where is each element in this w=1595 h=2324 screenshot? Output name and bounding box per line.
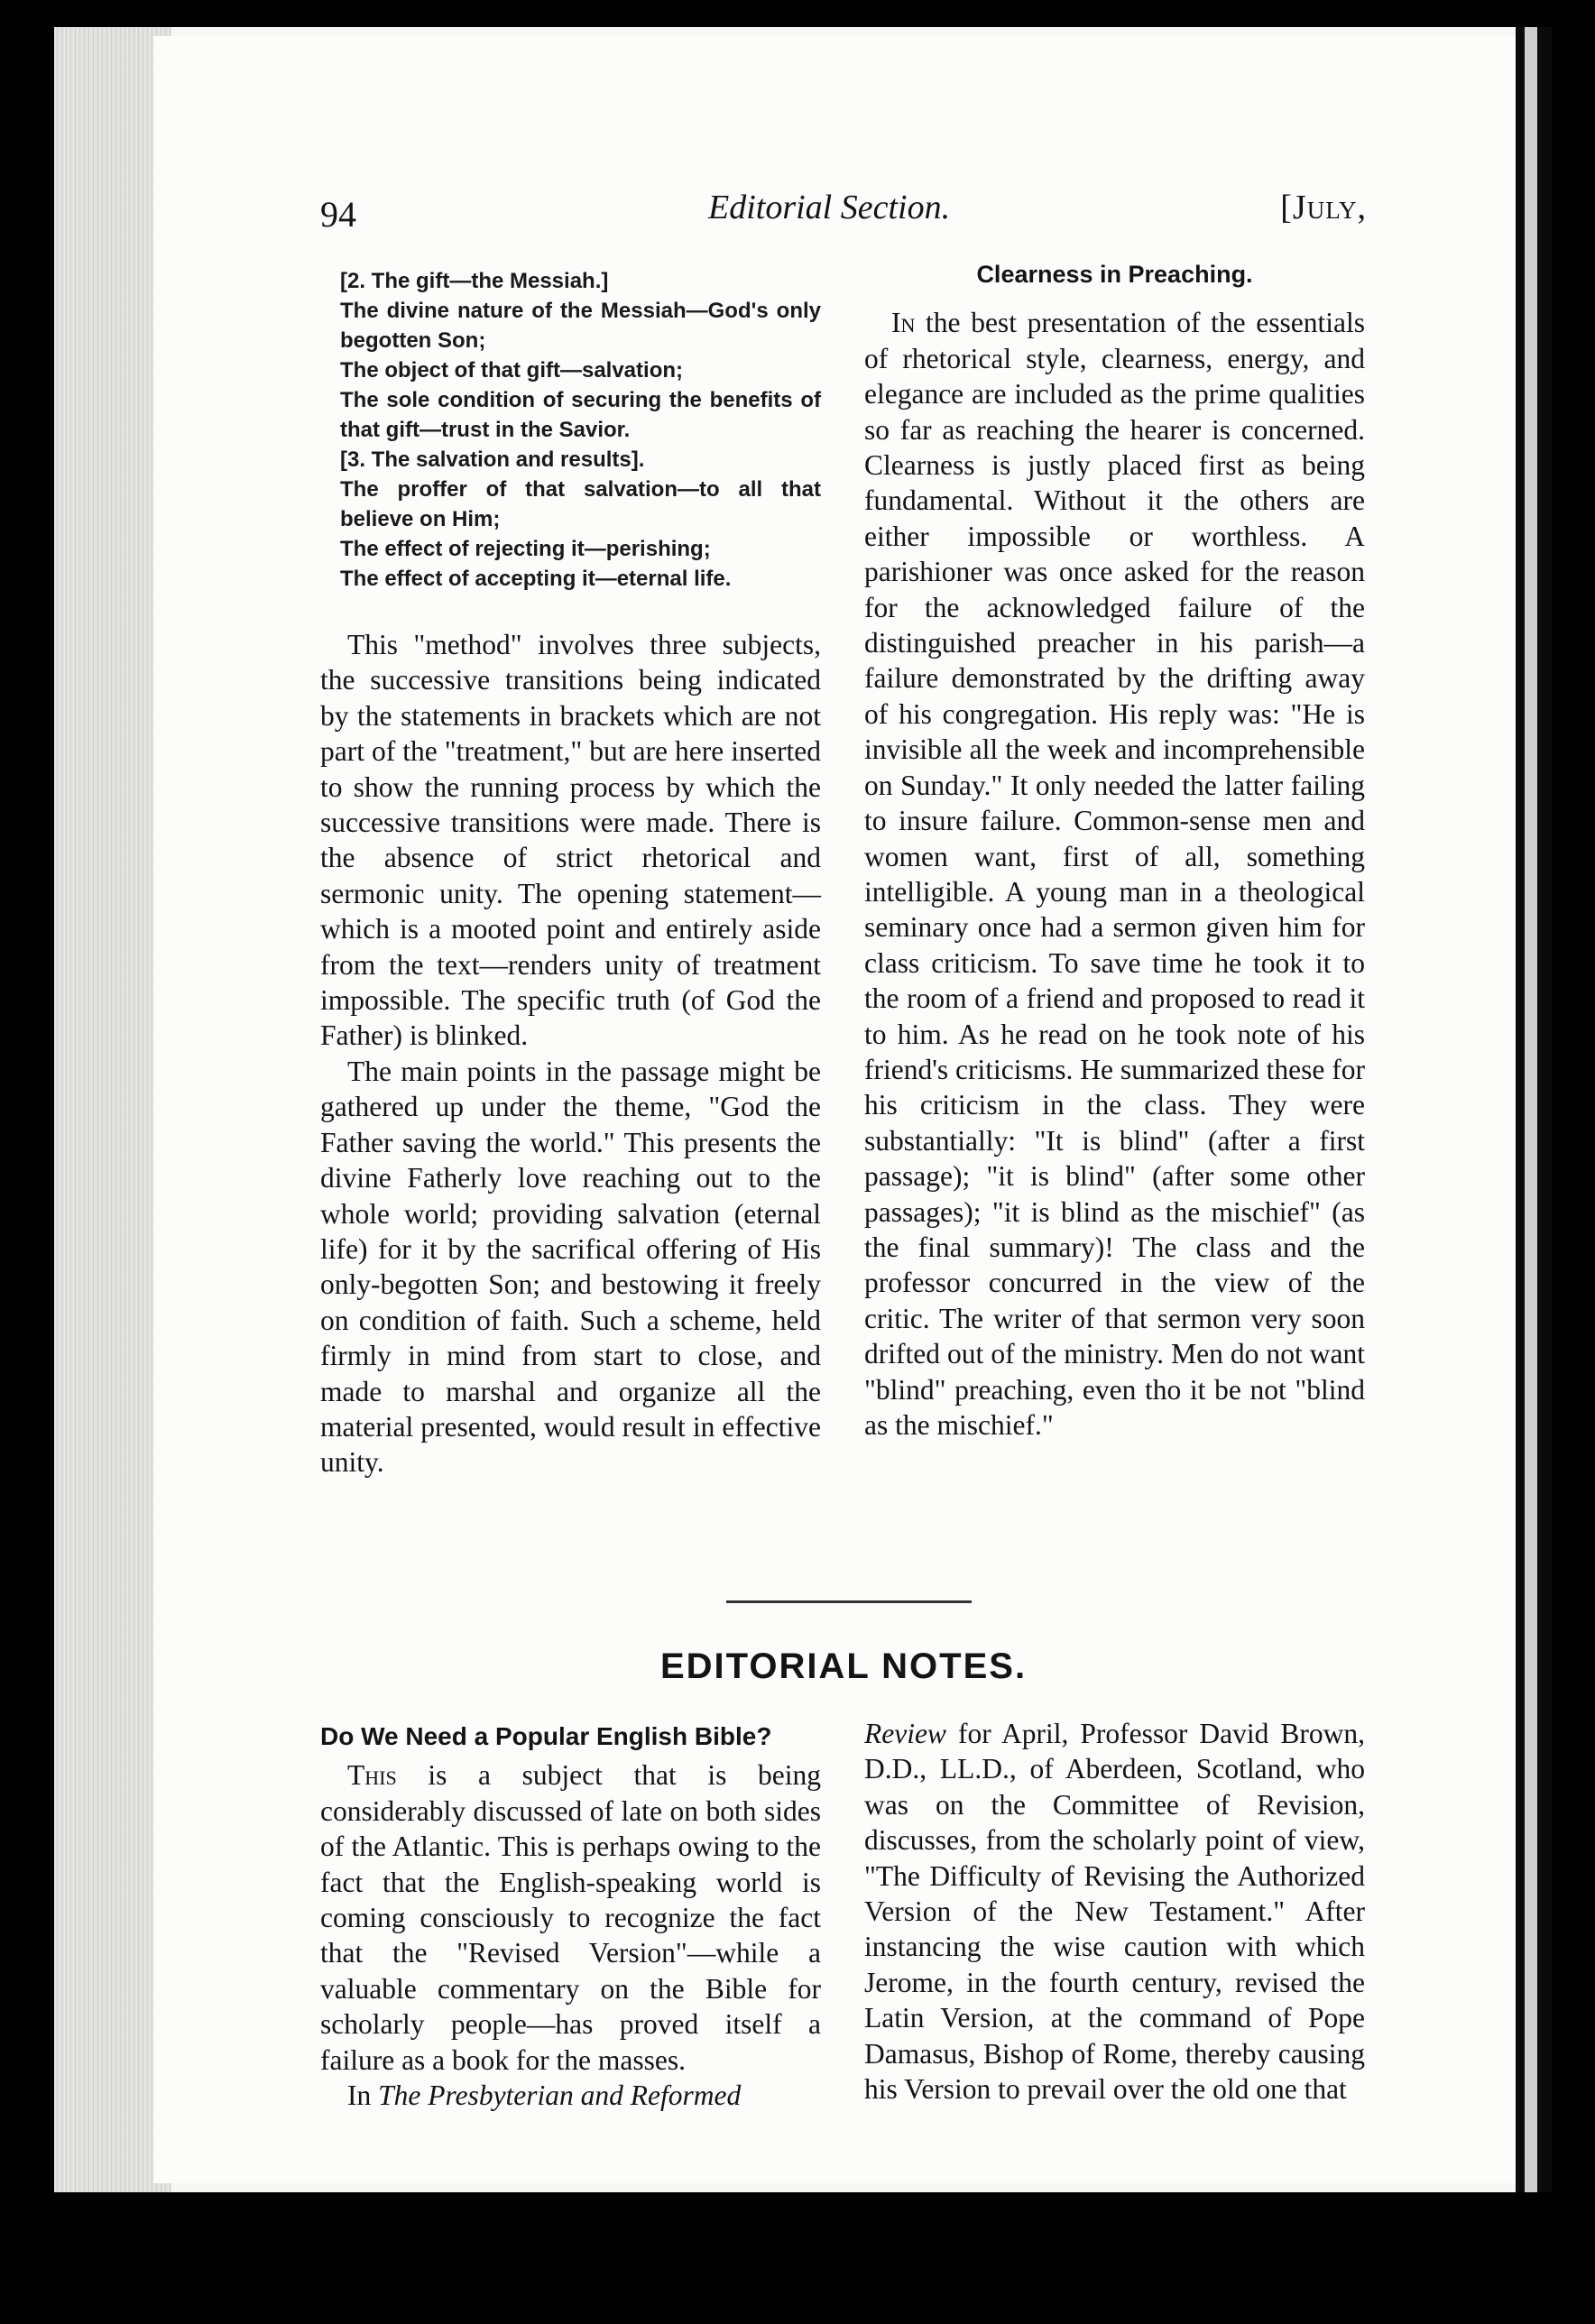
paragraph <box>320 1757 821 2078</box>
outline-line: The divine nature of the Messiah—God's only begotten Son; <box>340 299 821 353</box>
article-heading: Clearness in Preaching. <box>976 261 1253 288</box>
issue-month: [July, <box>1280 189 1367 226</box>
outline-line: The sole condition of securing the benefits of that gift—trust in the Savior. <box>340 388 821 442</box>
outline-line: The object of that gift—salvation; <box>340 358 684 383</box>
sermon-outline <box>320 266 821 594</box>
clearness-article <box>864 257 1365 1443</box>
section-divider <box>726 1600 972 1603</box>
paragraph-text: for April, Professor David Brown, D.D., LL.D., of Aberdeen, Scotland, who was on the Committee of Revision, discusses, from the scholarly point of view, "The Difficulty of Revising the Authorized Version of the New Testament." After instancing the wise caution with which Jerome, in the fourth century, revised the Latin Version, at the command of Pope Damasus, Bishop of Rome, thereby causing his Version to prevail over the old one that <box>864 1718 1365 2106</box>
page-number: 94 <box>320 194 356 235</box>
next-page-edge <box>1525 27 1537 2192</box>
paragraph <box>864 1716 1365 2107</box>
section-title: Editorial Section. <box>708 189 951 226</box>
outline-line: The proffer of that salvation—to all that believe on Him; <box>340 477 821 531</box>
paragraph <box>864 305 1365 1443</box>
notes-left-column <box>320 1719 821 2113</box>
outline-line: [2. The gift—the Messiah.] <box>340 269 609 293</box>
outline-line: [3. The salvation and results]. <box>340 447 645 472</box>
editorial-notes-heading: EDITORIAL NOTES. <box>659 1646 1028 1686</box>
lead-word: In <box>891 307 916 339</box>
lead-word: This <box>347 1759 397 1792</box>
journal-title-end: Review <box>864 1718 946 1749</box>
notes-right-column <box>864 1716 1365 2107</box>
paragraph-text: is a subject that is being considerably discussed of late on both sides of the Atlantic. This is perhaps owing to the fact that the English-speaking world is coming consciously to recognize the fact that the "Revised Version"—while a valuable commentary on the Bible for scholarly people—has proved itself a failure as a book for the masses. <box>320 1759 821 2076</box>
paragraph <box>320 2078 821 2113</box>
paragraph: This "method" involves three subjects, the successive transitions being indicated by the statements in brackets which are not part of the "treatment," but are here inserted to show the running process by which the successive transitions were made. There is the absence of strict rhetorical and sermonic unity. The opening statement—which is a mooted point and entirely aside from the text—renders unity of treatment impossible. The specific truth (of God the Father) is blinked. <box>320 629 821 1052</box>
outline-line: The effect of rejecting it—perishing; <box>340 537 711 561</box>
method-critique <box>320 627 821 1480</box>
paragraph: The main points in the passage might be gathered up under the theme, "God the Father saving the world." This presents the divine Fatherly love reaching out to the whole world; providing salvation (eternal life) for it by the sacrifical offering of His only-begotten Son; and bestowing it freely on condition of faith. Such a scheme, held firmly in mind from start to close, and made to marshal and organize all the material presented, would result in effective unity. <box>320 1055 821 1479</box>
running-header <box>320 188 1367 242</box>
paragraph-text: In <box>347 2080 379 2112</box>
paragraph-text: the best presentation of the essentials of rhetorical style, clearness, energy, and elegance are included as the prime qualities so far as reaching the hearer is concerned. Clearness is justly placed first as being fundamental. Without it the others are either impossible or worthless. A parishioner was once asked for the reason for the acknowledged failure of the distinguished preacher in his parish—a failure demonstrated by the drifting away of his congregation. His reply was: "He is invisible all the week and incomprehensible on Sunday." It only needed the latter failing to insure failure. Common-sense men and women want, first of all, something intelligible. A young man in a theological seminary once had a sermon given him for class criticism. To save time he took it to the room of a friend and proposed to read it to him. As he read on he took note of his friend's criticisms. He summarized these for his criticism in the class. They were substantially: "It is blind" (after a first passage); "it is blind" (after some other passages); "it is blind as the mischief" (as the final summary)! The class and the professor concurred in the view of the critic. The writer of that sermon very soon drifted out of the ministry. Men do not want "blind" preaching, even tho it be not "blind as the mischief." <box>864 307 1366 1441</box>
article-heading: Do We Need a Popular English Bible? <box>320 1722 772 1750</box>
outline-line: The effect of accepting it—eternal life. <box>340 567 732 591</box>
journal-title: The Presbyterian and Reformed <box>378 2080 742 2112</box>
